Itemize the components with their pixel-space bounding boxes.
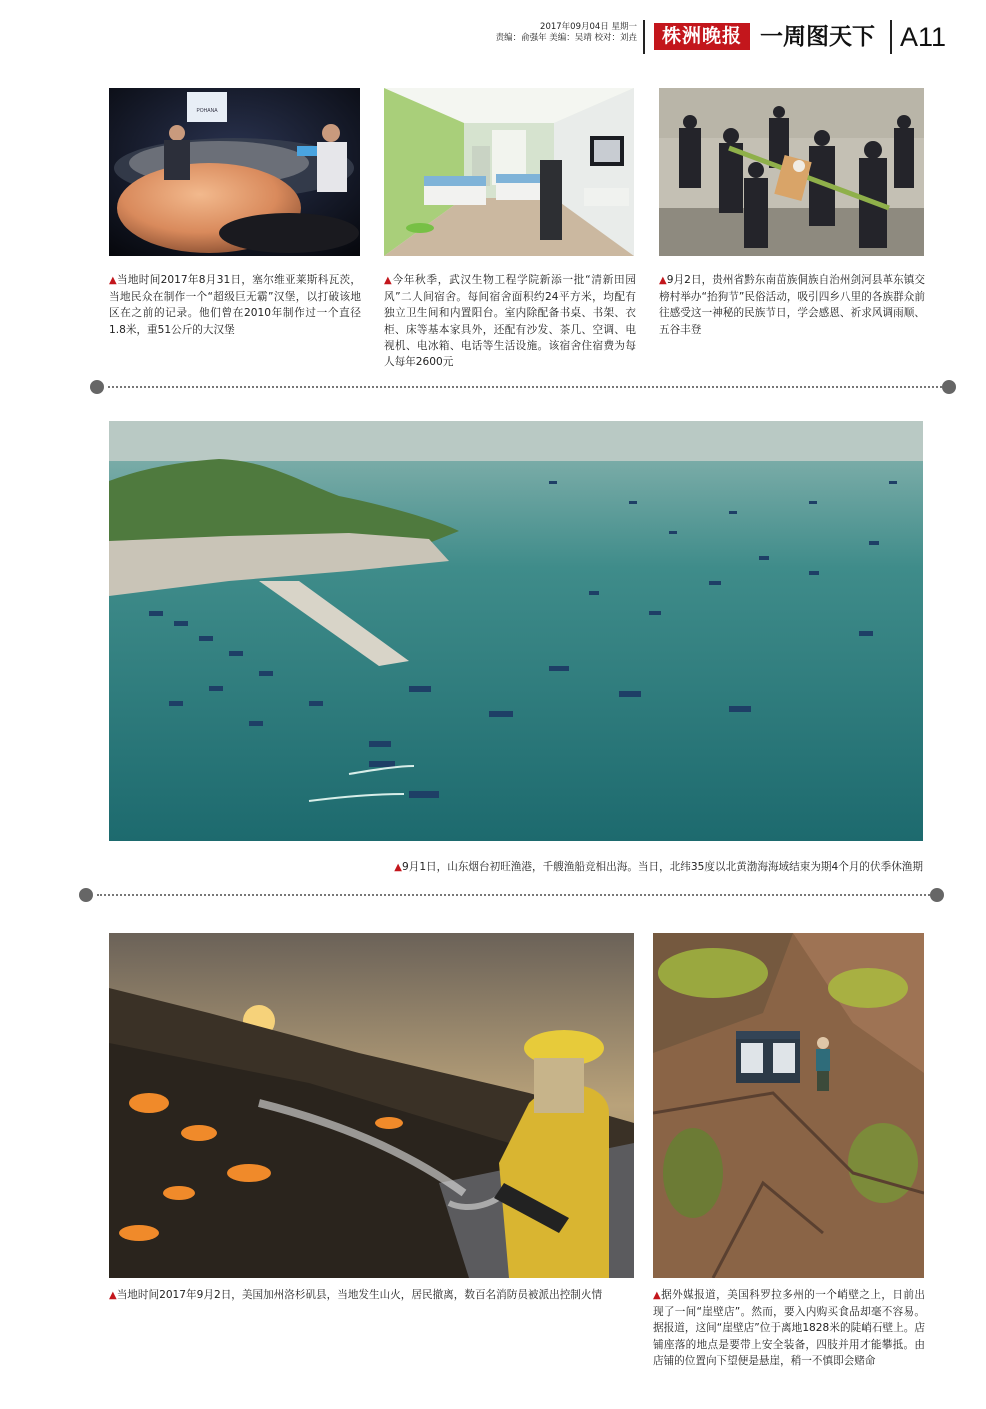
separator-line <box>97 894 930 896</box>
photo-wildfire <box>109 933 634 1278</box>
header-divider <box>643 20 645 54</box>
caption-marker-icon: ▲ <box>653 1290 662 1301</box>
caption-festival: ▲9月2日，贵州省黔东南苗族侗族自治州剑河县革东镇交榜村举办“抬狗节”民俗活动，吸引四乡八里的各族群众前往感受这一神秘的民族节日，学会感恩、祈求风调雨顺、五谷丰登 <box>659 274 925 336</box>
photo-dormitory <box>384 88 634 256</box>
photo-harbor <box>109 421 923 841</box>
caption-hamburger: ▲当地时间2017年8月31日，塞尔维亚莱斯科瓦茨，当地民众在制作一个“超级巨无霸”汉堡，以打破该地区在之前的记录。他们曾在2010年制作过一个直径1.8米，重51公斤的大汉堡 <box>109 274 361 336</box>
caption-cliff-store: ▲据外媒报道，美国科罗拉多州的一个峭壁之上，日前出现了一间“崖壁店”。然而，要入内购买食品却毫不容易。据报道，这间“崖壁店”位于离地1828米的陡峭石壁上。店铺座落的地点是要带上安全装备，四肢并用才能攀抵。由店铺的位置向下望便是悬崖，稍一不慎即会赌命 <box>653 1289 925 1367</box>
header-divider-2 <box>890 20 892 54</box>
caption-harbor: ▲9月1日，山东烟台初旺渔港，千艘渔船竞相出海。当日，北纬35度以北黄渤海海域结束为期4个月的伏季休渔期 <box>394 861 923 873</box>
caption-marker-icon: ▲ <box>394 862 402 873</box>
separator-dot-left <box>79 888 93 902</box>
separator-dot-right <box>942 380 956 394</box>
caption-marker-icon: ▲ <box>109 275 117 286</box>
issue-date: 2017年09月04日 星期一 <box>540 22 637 32</box>
caption-marker-icon: ▲ <box>659 275 667 286</box>
separator-dot-right <box>930 888 944 902</box>
issue-meta <box>455 22 637 44</box>
caption-wildfire: ▲当地时间2017年9月2日，美国加州洛杉矶县，当地发生山火，居民撤离，数百名消防员被派出控制火情 <box>109 1289 603 1301</box>
caption-marker-icon: ▲ <box>109 1290 117 1301</box>
page-number: A11 <box>900 22 947 52</box>
photo-cliff-store <box>653 933 924 1278</box>
photo-festival <box>659 88 924 256</box>
caption-dormitory: ▲今年秋季，武汉生物工程学院新添一批“清新田园风”二人间宿舍。每间宿舍面积约24平方米，均配有独立卫生间和内置阳台。室内除配备书桌、书架、衣柜、床等基本家具外，还配有沙发、茶几、空调、电视机、电冰箱、电话等生活设施。该宿舍住宿费为每人每年2600元 <box>384 274 636 369</box>
photo-hamburger <box>109 88 360 256</box>
separator-line <box>108 386 942 388</box>
separator-dot-left <box>90 380 104 394</box>
issue-editors: 责编：俞强年 美编：吴靖 校对：刘垚 <box>495 33 637 43</box>
hamburger-sign-text: POHANA <box>196 108 218 114</box>
section-title: 一周图天下 <box>760 24 875 50</box>
caption-marker-icon: ▲ <box>384 275 393 286</box>
newspaper-logo: 株洲晚报 <box>654 23 750 50</box>
